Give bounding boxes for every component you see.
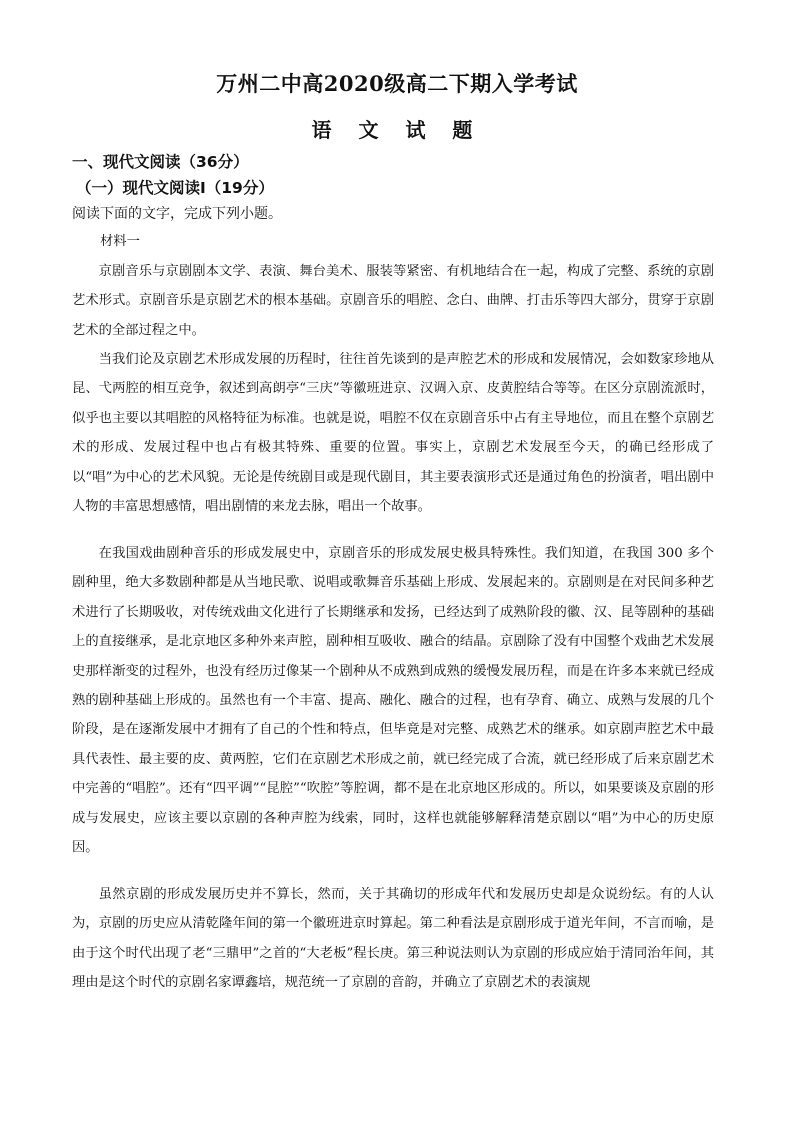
reading-instruction: 阅读下面的文字，完成下列小题。 <box>72 206 282 222</box>
material-label: 材料一 <box>100 234 140 249</box>
subject-title: 语 文 试 题 <box>311 118 483 142</box>
paragraph-text: 在我国戏曲剧种音乐的形成发展史中，京剧音乐的形成发展史极具特殊性。我们知道，在我国 300 多个剧种里，绝大多数剧种都是从当地民歌、说唱或歌舞音乐基础上形成、发展起来的。京剧则是在对民间多种艺术进行了长期吸收，对传统戏曲文化进行了长期继承和发扬，已经达到了成熟阶段的徽、汉、昆等剧种的基础上的直接继承，是北京地区多种外来声腔，剧种相互吸收、融合的结晶。京剧除了没有中国整个戏曲艺术发展史那样渐变的过程外，也没有经历过像某一个剧种从不成熟到成熟的缓慢发展历程，而是在许多本来就已经成熟的剧种基础上形成的。虽然也有一个丰富、提高、融化、融合的过程，也有孕育、确立、成熟与发展的几个阶段，是在逐渐发展中才拥有了自己的个性和特点，但毕竟是对完整、成熟艺术的继承。如京剧声腔艺术中最具代表性、最主要的皮、黄两腔，它们在京剧艺术形成之前，就已经完成了合流，就已经形成了后来京剧艺术中完善的“唱腔”。还有“四平调”“昆腔”“吹腔”等腔调，都不是在北京地区形成的。所以，如果要谈及京剧的形成与发展史，应该主要以京剧的各种声腔为线索，同时，这样也就能够解释清楚京剧以“唱”为中心的历史原因。 <box>72 546 714 856</box>
subsection-heading: （一）现代文阅读Ⅰ（19分） <box>76 179 274 197</box>
passage-paragraph <box>72 257 714 345</box>
section-heading: 一、现代文阅读（36分） <box>72 153 249 171</box>
paragraph-text: 京剧音乐与京剧剧本文学、表演、舞台美术、服装等紧密、有机地结合在一起，构成了完整、系统的京剧艺术形式。京剧音乐是京剧艺术的根本基础。京剧音乐的唱腔、念白、曲牌、打击乐等四大部分，贯穿于京剧艺术的全部过程之中。 <box>72 264 714 338</box>
paragraph-text: 当我们论及京剧艺术形成发展的历程时，往往首先谈到的是声腔艺术的形成和发展情况，会如数家珍地从昆、弋两腔的相互竞争，叙述到高朗亭“三庆”等徽班进京、汉调入京、皮黄腔结合等等。在区分京剧流派时，似乎也主要以其唱腔的风格特征为标准。也就是说，唱腔不仅在京剧音乐中占有主导地位，而且在整个京剧艺术的形成、发展过程中也占有极其特殊、重要的位置。事实上，京剧艺术发展至今天，的确已经形成了以“唱”为中心的艺术风貌。无论是传统剧目或是现代剧目，其主要表演形式还是通过角色的扮演者，唱出剧中人物的丰富思想感情，唱出剧情的来龙去脉，唱出一个故事。 <box>72 352 714 515</box>
exam-title: 万州二中高2020级高二下期入学考试 <box>216 71 578 96</box>
passage-paragraph <box>72 539 714 862</box>
passage-paragraph <box>72 880 714 998</box>
paragraph-text: 虽然京剧的形成发展历史并不算长，然而，关于其确切的形成年代和发展历史却是众说纷纭。有的人认为，京剧的历史应从清乾隆年间的第一个徽班进京时算起。第二种看法是京剧形成于道光年间，不言而喻，是由于这个时代出现了老“三鼎甲”之首的“大老板”程长庚。第三种说法则认为京剧的形成应始于清同治年间，其理由是这个时代的京剧名家谭鑫培，规范统一了京剧的音韵，并确立了京剧艺术的表演规 <box>72 887 714 991</box>
passage-paragraph <box>72 345 714 521</box>
